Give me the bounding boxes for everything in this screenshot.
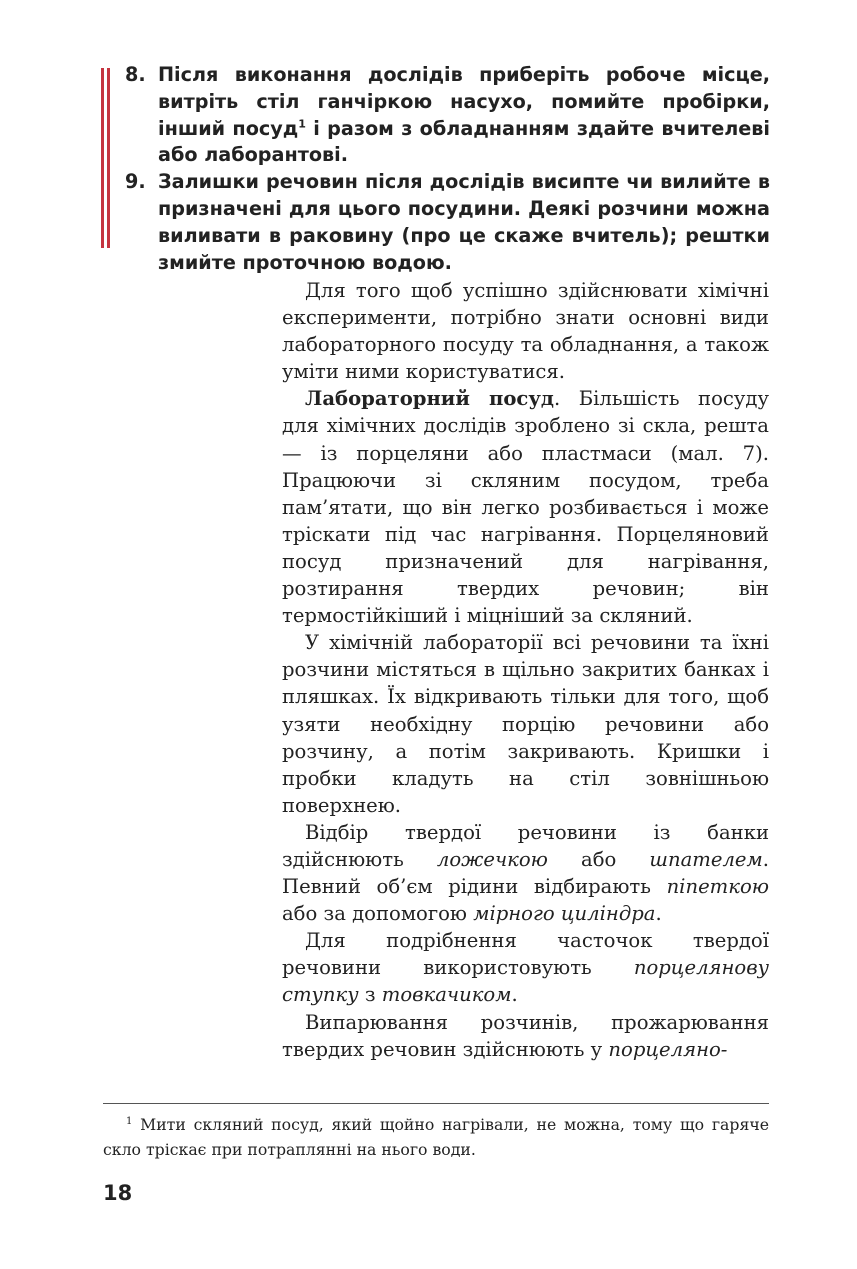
term-mortar: порцелянову ступку — [282, 956, 769, 1007]
text-run: . Певний об’єм рідини відбирають — [282, 847, 769, 899]
paragraph-sampling — [282, 819, 769, 927]
page-number: 18 — [103, 1181, 133, 1205]
paragraph-grinding — [282, 927, 769, 1008]
text-run: Для подрібнення часточок твердої речовини використовують — [282, 929, 769, 980]
rule-text: Залишки речовин після дослідів висипте чи вилийте в призначені для цього посудини. Деякі розчини можна виливати в раковину (про це скаже вчитель); рештки змийте проточною водою. — [158, 170, 770, 274]
rule-number: 8. — [125, 63, 146, 86]
text-run: . — [655, 902, 662, 926]
rule-item-9 — [125, 169, 770, 276]
main-text-column — [282, 277, 769, 1063]
accent-bar-right — [107, 68, 110, 248]
paragraph-evaporation — [282, 1009, 769, 1063]
paragraph-lab-glassware — [282, 385, 769, 629]
text-run: Випарювання розчинів, прожарювання твердих речовин здійснюють у — [282, 1010, 769, 1061]
term-lab-glassware: Лабораторний посуд — [305, 387, 554, 411]
accent-bar-left — [101, 68, 104, 248]
rule-text: Після виконання дослідів приберіть робоче місце, витріть стіл ганчіркою насухо, помийте пробірки, інший посуд — [158, 63, 770, 140]
term-pipette: піпеткою — [666, 875, 769, 899]
text-run: . — [511, 983, 518, 1007]
text-run: або — [547, 847, 650, 871]
term-spatula: шпателем — [649, 847, 763, 871]
text-run: з — [358, 983, 382, 1007]
rule-text-continued: і разом з обладнанням здайте вчителеві або лаборантові. — [158, 116, 770, 167]
text-run: Відбір твердої речовини із банки здійснюють — [282, 820, 769, 871]
footnote-mark: 1 — [126, 1115, 133, 1127]
term-porcelain: порцеляно- — [608, 1037, 728, 1061]
paragraph-text: . Більшість посуду для хімічних дослідів зроблено зі скла, решта — із порцеляни або пластмаси (мал. 7). Працюючи зі скляним посудом, треба пам’ятати, що він легко розбивається і може тріскати під час нагрівання. Порцеляновий посуд призначений для нагрівання, розтирання твердих речовин; він термостійкіший і міцніший за скляний. — [282, 387, 769, 628]
paragraph-storage: У хімічній лабораторії всі речовини та їхні розчини містяться в щільно закритих банках і пляшках. Їх відкривають тільки для того, щоб узяти необхідну порцію речовини або розчину, а потім закривають. Кришки і пробки кладуть на стіл зовнішньою поверхнею. — [282, 631, 769, 817]
term-spoon: ложечкою — [436, 847, 548, 871]
rule-item-8 — [125, 62, 770, 169]
footnote-text: Мити скляний посуд, який щойно нагрівали, не можна, тому що гаряче скло тріскає при потраплянні на нього води. — [103, 1115, 769, 1159]
lab-rules-list — [125, 62, 770, 276]
rule-number: 9. — [125, 170, 146, 194]
term-measuring-cylinder: мірного циліндра — [473, 902, 656, 926]
footnote — [103, 1112, 769, 1162]
text-run: або за допомогою — [282, 902, 474, 926]
paragraph-intro: Для того щоб успішно здійснювати хімічні експерименти, потрібно знати основні види лабораторного посуду та обладнання, а також уміти ними користуватися. — [282, 279, 769, 384]
term-pestle: товкачиком — [381, 983, 512, 1007]
footnote-ref[interactable]: 1 — [298, 117, 306, 131]
footnote-divider — [103, 1103, 769, 1104]
